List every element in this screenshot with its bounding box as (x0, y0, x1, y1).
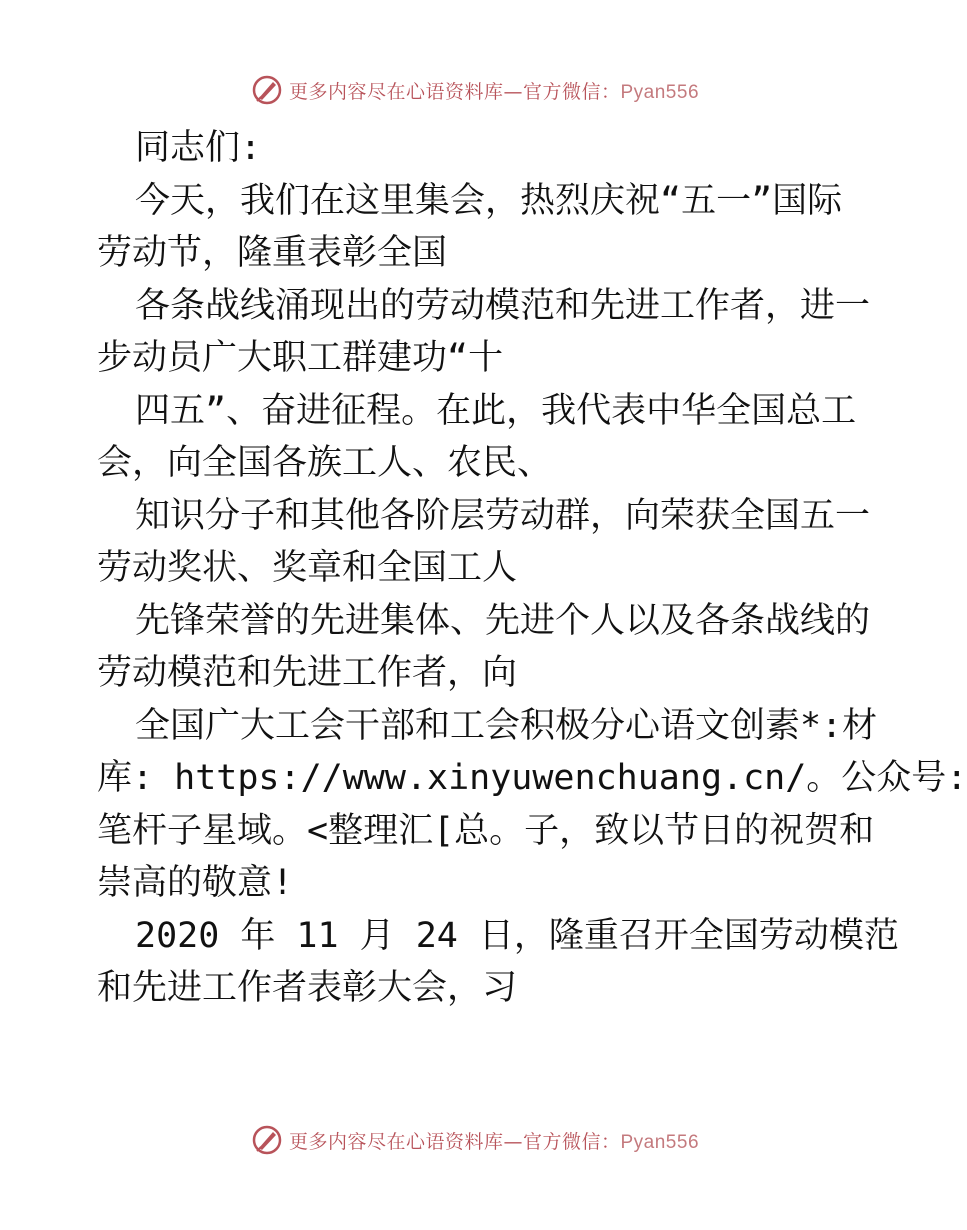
body-line-6: 四五”、奋进征程。在此，我代表中华全国总工 (135, 390, 857, 431)
body-line-3: 劳动节，隆重表彰全国 (97, 233, 448, 273)
header-banner-main: 更多内容尽在心语资料库 (288, 80, 504, 103)
body-line-4: 各条战线涌现出的劳动模范和先进工作者，进一 (135, 285, 871, 326)
body-line-15: 崇高的敬意! (97, 863, 294, 903)
quill-pen-logo-icon (251, 1124, 283, 1156)
body-line-17: 和先进工作者表彰大会，习 (97, 968, 518, 1008)
header-banner-text (289, 77, 699, 104)
body-line-8: 知识分子和其他各阶层劳动群，向荣获全国五一 (135, 495, 871, 536)
body-line-11: 劳动模范和先进工作者，向 (97, 653, 518, 693)
body-line-13: 库: https://www.xinyuwenchuang.cn/。公众号: (97, 758, 967, 798)
footer-banner-id: Pyan556 (620, 1131, 700, 1153)
body-line-5: 步动员广大职工群建功“十 (97, 338, 504, 378)
body-line-16: 2020 年 11 月 24 日，隆重召开全国劳动模范 (135, 915, 899, 956)
footer-banner-main: 更多内容尽在心语资料库 (288, 1130, 504, 1153)
body-line-10: 先锋荣誉的先进集体、先进个人以及各条战线的 (135, 600, 871, 641)
footer-banner (0, 1120, 950, 1160)
body-line-1: 同志们: (135, 128, 262, 168)
header-banner-id: Pyan556 (620, 81, 700, 103)
header-banner (0, 70, 950, 110)
body-line-12: 全国广大工会干部和工会积极分心语文创素*:材 (135, 705, 878, 746)
footer-banner-text (289, 1127, 699, 1154)
body-line-9: 劳动奖状、奖章和全国工人 (97, 548, 518, 588)
footer-banner-sep: —官方微信： (503, 1130, 621, 1153)
body-line-7: 会，向全国各族工人、农民、 (97, 443, 553, 483)
document-body (97, 122, 967, 1015)
quill-pen-logo-icon (251, 74, 283, 106)
body-line-2: 今天，我们在这里集会，热烈庆祝“五一”国际 (135, 180, 843, 221)
body-line-14: 笔杆子星域。<整理汇[总。子，致以节日的祝贺和 (97, 810, 875, 851)
header-banner-sep: —官方微信： (503, 80, 621, 103)
